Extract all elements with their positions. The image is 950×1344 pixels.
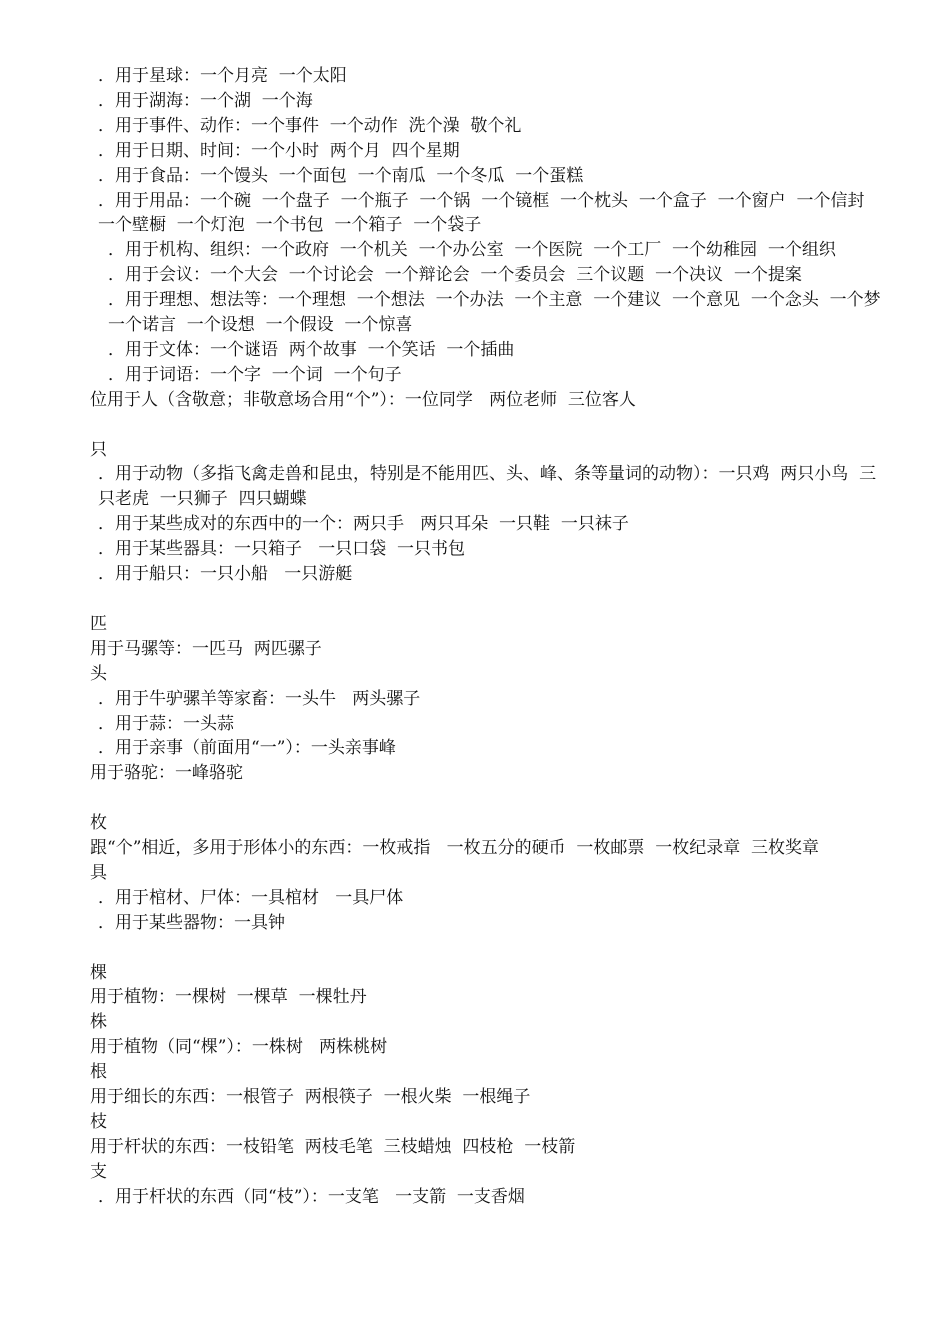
text-line: ．用于词语：一个字 一个词 一个句子 (108, 364, 402, 385)
text-line: ．用于棺材、尸体：一具棺材 一具尸体 (98, 887, 404, 908)
text-line: ．用于文体：一个谜语 两个故事 一个笑话 一个插曲 (108, 339, 515, 360)
text-line: ．用于动物（多指飞禽走兽和昆虫，特别是不能用匹、头、峰、条等量词的动物）：一只鸡 两只小鸟 三只老虎 一只狮子 四只蝴蝶 (98, 464, 877, 510)
text-line: ．用于会议：一个大会 一个讨论会 一个辩论会 一个委员会 三个议题 一个决议 一个提案 (108, 265, 802, 286)
text-line: 用于细长的东西：一根管子 两根筷子 一根火柴 一根绳子 (90, 1087, 531, 1108)
text-line: 头 (90, 663, 107, 684)
text-line: 支 (90, 1161, 107, 1182)
blank-line (90, 587, 890, 612)
text-line: ．用于某些成对的东西中的一个：两只手 两只耳朵 一只鞋 一只袜子 (98, 514, 629, 535)
text-line: ．用于蒜：一头蒜 (98, 713, 234, 734)
text-line: 位用于人（含敬意；非敬意场合用“个”）：一位同学 两位老师 三位客人 (90, 389, 636, 410)
text-line: 枚 (90, 813, 107, 834)
text-line: ．用于亲事（前面用“一”）：一头亲事峰 (98, 738, 396, 759)
blank-line (90, 413, 890, 438)
text-line: 用于马骡等：一匹马 两匹骡子 (90, 638, 322, 659)
text-line: 跟“个”相近，多用于形体小的东西：一枚戒指 一枚五分的硬币 一枚邮票 一枚纪录章 三枚奖章 (90, 838, 820, 859)
text-line: ．用于事件、动作：一个事件 一个动作 洗个澡 敬个礼 (98, 115, 522, 136)
text-line: 匹 (90, 613, 107, 634)
text-line: 用于植物（同“棵”）：一株树 两株桃树 (90, 1037, 388, 1058)
text-line: ．用于星球：一个月亮 一个太阳 (98, 66, 347, 86)
text-line: 用于植物：一棵树 一棵草 一棵牡丹 (90, 987, 367, 1008)
text-line: ．用于机构、组织：一个政府 一个机关 一个办公室 一个医院 一个工厂 一个幼稚园 一个组织 (108, 240, 836, 261)
text-line: 用于杆状的东西：一枝铅笔 两枝毛笔 三枝蜡烛 四枝枪 一枝箭 (90, 1136, 576, 1157)
blank-line (90, 936, 890, 961)
text-line: 根 (90, 1062, 107, 1083)
text-line: ．用于某些器具：一只箱子 一只口袋 一只书包 (98, 539, 466, 560)
text-line: 只 (90, 439, 107, 460)
text-line: 用于骆驼：一峰骆驼 (90, 763, 243, 784)
text-line: ．用于食品：一个馒头 一个面包 一个南瓜 一个冬瓜 一个蛋糕 (98, 165, 584, 186)
text-line: ．用于用品：一个碗 一个盘子 一个瓶子 一个锅 一个镜框 一个枕头 一个盒子 一个窗户 一个信封 一个壁橱 一个灯泡 一个书包 一个箱子 一个袋子 (98, 190, 876, 236)
text-line: 棵 (90, 962, 107, 983)
text-line: 枝 (90, 1112, 107, 1132)
text-line: ．用于杆状的东西（同“枝”）：一支笔 一支箭 一支香烟 (98, 1186, 525, 1207)
document-body (90, 64, 890, 1210)
text-line: ．用于牛驴骡羊等家畜：一头牛 两头骡子 (98, 688, 421, 709)
text-line: ．用于理想、想法等：一个理想 一个想法 一个办法 一个主意 一个建议 一个意见 一个念头 一个梦 一个诺言 一个设想 一个假设 一个惊喜 (108, 290, 892, 336)
text-line: ．用于湖海：一个湖 一个海 (98, 90, 313, 111)
text-line: ．用于某些器物：一具钟 (98, 912, 285, 933)
text-line: 株 (90, 1012, 107, 1033)
text-line: ．用于日期、时间：一个小时 两个月 四个星期 (98, 140, 460, 161)
text-line: ．用于船只：一只小船 一只游艇 (98, 564, 353, 585)
text-line: 具 (90, 862, 107, 883)
blank-line (90, 786, 890, 811)
